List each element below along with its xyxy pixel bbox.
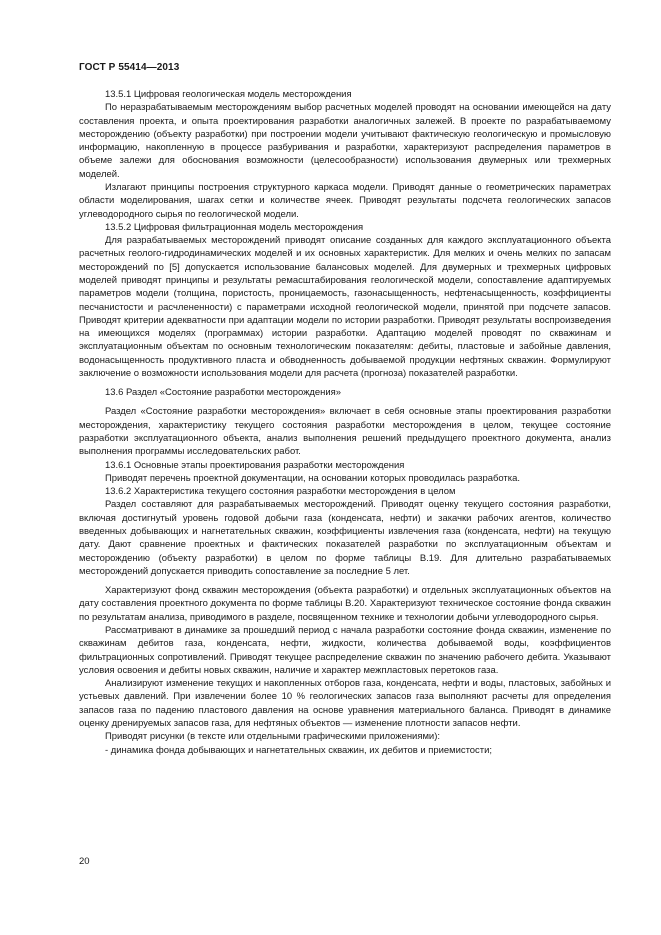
list-item: - динамика фонда добывающих и нагнетательных скважин, их дебитов и приемистости;	[105, 744, 492, 756]
subsection-heading: 13.5.1 Цифровая геологическая модель месторождения	[105, 89, 352, 100]
subsection-heading: 13.5.2 Цифровая фильтрационная модель месторождения	[105, 221, 364, 233]
document-header: ГОСТ Р 55414—2013	[79, 62, 180, 73]
paragraph: Излагают принципы построения структурного каркаса модели. Приводят данные о геометрических параметрах области моделирования, шагах сетки и количестве ячеек. Приводят результаты подсчета геологических запасов углеводородного сырья по геологической модели.	[79, 181, 611, 220]
page-number: 20	[79, 856, 90, 867]
paragraph: Характеризуют фонд скважин месторождения (объекта разработки) и отдельных эксплуатационных объектов на дату составления проектного документа по форме таблицы В.20. Характеризуют техническое состояние фонда скважин по результатам анализа, приводимого в разделе, посвященном технике и технологии добычи углеводородного сырья.	[79, 585, 611, 623]
paragraph: Приводят перечень проектной документации, на основании которых проводилась разработка.	[105, 472, 520, 484]
paragraph: Приводят рисунки (в тексте или отдельными графическими приложениями):	[105, 731, 440, 743]
paragraph: По неразрабатываемым месторождениям выбор расчетных моделей проводят на основании имеющейся на дату составления проекта, и опыта проектирования разработки аналогичных залежей. В проекте по разрабатываемому месторождению (объекту разработки) при построении модели учитывают фактическую геологическую и промысловую информацию, накопленную в процессе разбуривания и разработки, характеризуют распределения параметров в объеме залежи для обоснования возможности (целесообразности) использования двумерных или трехмерных моделей.	[79, 102, 611, 180]
subsection-heading: 13.6.1 Основные этапы проектирования разработки месторождения	[105, 459, 405, 471]
subsection-heading: 13.6.2 Характеристика текущего состояния разработки месторождения в целом	[105, 486, 456, 498]
section-heading: 13.6 Раздел «Состояние разработки месторождения»	[105, 387, 341, 399]
paragraph: Рассматривают в динамике за прошедший период с начала разработки состояние фонда скважин, изменение по скважинам дебитов газа, конденсата, нефти, жидкости, количества добываемой воды, коэффициентов фильтрационных сопротивлений. Приводят текущее распределение скважин по значению рабочего дебита. Указывают условия освоения и дебиты новых скважин, наличие и характер межпластовых перетоков газа.	[79, 624, 611, 676]
paragraph: Анализируют изменение текущих и накопленных отборов газа, конденсата, нефти и воды, пластовых, забойных и устьевых давлений. При извлечении более 10 % геологических запасов газа выполняют расчеты для определения запасов газа по падению пластового давления на основе уравнения материального баланса. Приводят в динамике оценку дренируемых запасов газа, для нефтяных объектов — изменение плотности запасов нефти.	[79, 678, 611, 729]
paragraph: Раздел «Состояние разработки месторождения» включает в себя основные этапы проектирования разработки месторождения, характеристику текущего состояния разработки месторождения в целом, текущее состояние разработки эксплуатационного объекта, анализ выполнения решений предыдущего проектного документа, анализ выполнения программы исследовательских работ.	[79, 406, 611, 458]
paragraph: Раздел составляют для разрабатываемых месторождений. Приводят оценку текущего состояния разработки, включая достигнутый уровень годовой добычи газа (конденсата, нефти) и закачки рабочих агентов, количество введенных добывающих и нагнетательных скважин, коэффициенты извлечения газа (конденсата, нефти) на текущую дату. Дают сравнение проектных и фактических показателей разработки по эксплуатационным объектам и месторождению (объекту разработки) в целом по форме таблицы В.19. Для длительно разрабатываемых месторождений допускается приводить сопоставление за последние 5 лет.	[79, 499, 611, 577]
paragraph: Для разрабатываемых месторождений приводят описание созданных для каждого эксплуатационного объекта расчетных геолого-гидродинамических моделей и их основных характеристик. Для мелких и очень мелких по запасам месторождений по [5] допускается использование балансовых моделей. Для двумерных и трехмерных цифровых моделей приводят принципы и результаты ремасштабирования геологической модели, сопоставление адаптируемых параметров модели (толщина, пористость, проницаемость, газонасыщенность, нефтенасыщенность, коэффициенты песчанистости и расчлененности) с параметрами исходной геологической модели, принятой при подсчете запасов. Приводят критерии адекватности при адаптации модели по истории разработки. Приводят результаты воспроизведения на имеющихся моделях (программах) истории разработки. Адаптацию моделей проводят по скважинам и эксплуатационным объектам по основным технологическим показателям: дебиты, пластовые и забойные давления, водонасыщенность продуктивного пласта и обводненность добываемой продукции нефтяных скважин. Формулируют заключение о возможности использования модели для расчета (прогноза) показателей разработки.	[79, 235, 611, 379]
document-body	[79, 88, 611, 757]
